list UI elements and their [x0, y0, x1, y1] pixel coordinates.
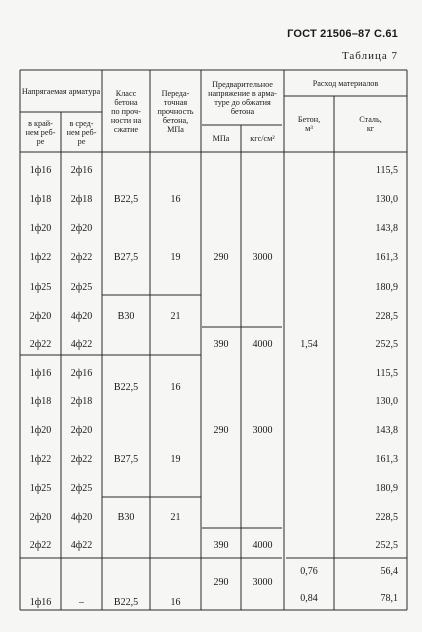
- steel-cell: 228,5: [375, 512, 398, 523]
- concrete-volume-cell: 0,76: [300, 566, 318, 577]
- middle-rib-cell: 2ф18: [70, 396, 93, 407]
- middle-rib-cell: 2ф25: [70, 282, 93, 293]
- edge-rib-cell: 1ф16: [29, 597, 52, 608]
- middle-rib-cell: 2ф20: [70, 425, 93, 436]
- prestress-kgf-cell: 3000: [252, 252, 273, 263]
- header-kgf: кгс/см²: [250, 134, 275, 143]
- document-reference: ГОСТ 21506–87 С.61: [287, 28, 398, 40]
- header-steel-mass: Сталь, кг: [359, 115, 382, 133]
- header-prestress: Предварительное напряжение в арма- туре до обжатия бетона: [208, 80, 277, 116]
- steel-cell: 130,0: [375, 194, 398, 205]
- prestress-kgf-cell: 3000: [252, 577, 273, 588]
- transfer-strength-cell: 21: [170, 311, 181, 322]
- transfer-strength-cell: 16: [170, 597, 181, 608]
- transfer-strength-cell: 16: [170, 382, 181, 393]
- prestress-kgf-cell: 4000: [252, 540, 273, 551]
- steel-cell: 161,3: [375, 252, 398, 263]
- steel-cell: 143,8: [375, 425, 398, 436]
- concrete-class-cell: В22,5: [113, 194, 139, 205]
- table-caption: Таблица 7: [341, 50, 398, 62]
- concrete-volume-cell: 0,84: [300, 593, 318, 604]
- prestress-kgf-cell: 4000: [252, 339, 273, 350]
- steel-cell: 78,1: [380, 593, 398, 604]
- edge-rib-cell: 2ф22: [29, 540, 52, 551]
- prestress-mpa-cell: 390: [213, 339, 229, 350]
- prestress-mpa-cell: 390: [213, 540, 229, 551]
- header-concrete-volume: Бетон, м³: [297, 115, 321, 133]
- steel-cell: 143,8: [375, 223, 398, 234]
- header-prestressed-rebar: Напрягаемая арматура: [21, 86, 101, 96]
- middle-rib-cell: 4ф20: [70, 311, 93, 322]
- middle-rib-cell: –: [79, 597, 84, 608]
- middle-rib-cell: 2ф20: [70, 223, 93, 234]
- header-middle-rib: в сред- нем реб- ре: [66, 118, 97, 146]
- prestress-mpa-cell: 290: [213, 425, 229, 436]
- edge-rib-cell: 1ф20: [29, 223, 52, 234]
- middle-rib-cell: 2ф16: [70, 368, 93, 379]
- steel-cell: 130,0: [375, 396, 398, 407]
- middle-rib-cell: 2ф22: [70, 252, 93, 263]
- prestress-mpa-cell: 290: [213, 252, 229, 263]
- header-materials: Расход материалов: [312, 78, 379, 88]
- edge-rib-cell: 1ф18: [29, 396, 52, 407]
- middle-rib-cell: 2ф22: [70, 454, 93, 465]
- edge-rib-cell: 1ф16: [29, 368, 52, 379]
- steel-cell: 180,9: [375, 282, 398, 293]
- header-mpa: МПа: [212, 134, 230, 143]
- transfer-strength-cell: 19: [170, 252, 181, 263]
- edge-rib-cell: 1ф25: [29, 483, 52, 494]
- steel-cell: 228,5: [375, 311, 398, 322]
- concrete-class-cell: В30: [117, 311, 135, 322]
- prestress-mpa-cell: 290: [213, 577, 229, 588]
- concrete-class-cell: В22,5: [113, 382, 139, 393]
- steel-cell: 252,5: [375, 540, 398, 551]
- middle-rib-cell: 2ф25: [70, 483, 93, 494]
- edge-rib-cell: 2ф22: [29, 339, 52, 350]
- steel-cell: 115,5: [375, 165, 398, 176]
- steel-cell: 252,5: [375, 339, 398, 350]
- header-concrete-class: Класс бетона по проч- ности на сжатие: [110, 88, 142, 134]
- transfer-strength-cell: 19: [170, 454, 181, 465]
- steel-cell: 115,5: [375, 368, 398, 379]
- edge-rib-cell: 1ф20: [29, 425, 52, 436]
- edge-rib-cell: 1ф16: [29, 165, 52, 176]
- header-transfer-strength: Переда- точная прочность бетона, МПа: [157, 88, 194, 134]
- concrete-class-cell: В22,5: [113, 597, 139, 608]
- edge-rib-cell: 2ф20: [29, 512, 52, 523]
- middle-rib-cell: 2ф16: [70, 165, 93, 176]
- prestress-kgf-cell: 3000: [252, 425, 273, 436]
- steel-cell: 180,9: [375, 483, 398, 494]
- middle-rib-cell: 2ф18: [70, 194, 93, 205]
- steel-cell: 56,4: [380, 566, 398, 577]
- edge-rib-cell: 1ф18: [29, 194, 52, 205]
- steel-cell: 161,3: [375, 454, 398, 465]
- transfer-strength-cell: 21: [170, 512, 181, 523]
- concrete-class-cell: В30: [117, 512, 135, 523]
- middle-rib-cell: 4ф22: [70, 339, 93, 350]
- middle-rib-cell: 4ф20: [70, 512, 93, 523]
- edge-rib-cell: 1ф22: [29, 454, 52, 465]
- middle-rib-cell: 4ф22: [70, 540, 93, 551]
- edge-rib-cell: 2ф20: [29, 311, 52, 322]
- concrete-class-cell: В27,5: [113, 252, 139, 263]
- concrete-volume-cell: 1,54: [300, 339, 318, 350]
- edge-rib-cell: 1ф22: [29, 252, 52, 263]
- transfer-strength-cell: 16: [170, 194, 181, 205]
- concrete-class-cell: В27,5: [113, 454, 139, 465]
- header-edge-rib: в край- нем реб- ре: [25, 118, 56, 146]
- edge-rib-cell: 1ф25: [29, 282, 52, 293]
